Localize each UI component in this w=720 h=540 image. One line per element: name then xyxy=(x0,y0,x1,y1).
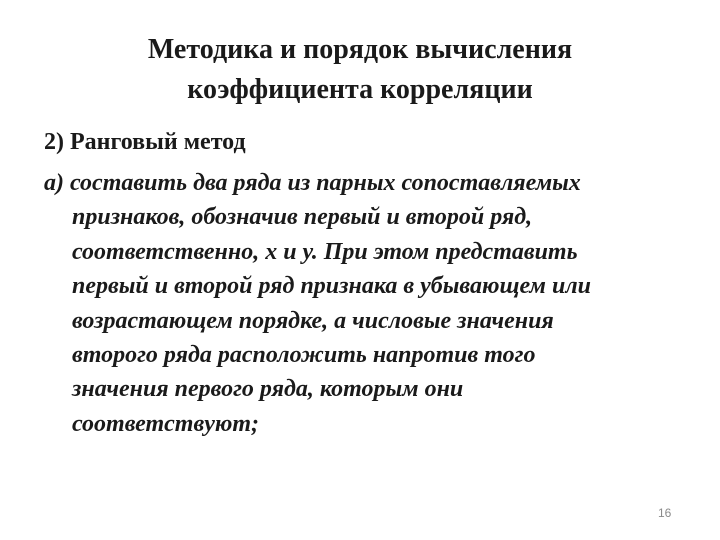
body-paragraph xyxy=(44,166,694,441)
slide-title xyxy=(60,30,660,110)
body-line-6: второго ряда расположить напротив того xyxy=(72,342,536,369)
body-line-5: возрастающем порядке, а числовые значения xyxy=(72,307,554,334)
body-line-4: первый и второй ряд признака в убывающем или xyxy=(72,273,591,300)
slide-title-line-2: коэффициента корреляции xyxy=(187,74,533,105)
page-number: 16 xyxy=(658,506,672,520)
body-line-1: а) составить два ряда из парных сопоставляемых xyxy=(44,170,581,196)
slide-title-line-1: Методика и порядок вычисления xyxy=(147,34,573,65)
body-line-3: соответственно, х и у. При этом представить xyxy=(72,238,578,265)
body-line-8: соответствуют; xyxy=(72,410,260,437)
body-line-2: признаков, обозначив первый и второй ряд, xyxy=(72,204,533,231)
body-line-7: значения первого ряда, которым они xyxy=(72,376,464,403)
section-subheading: 2) Ранговый метод xyxy=(44,129,246,155)
